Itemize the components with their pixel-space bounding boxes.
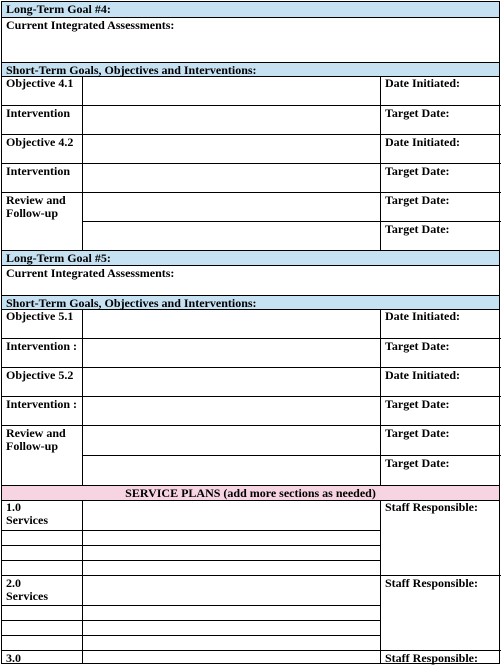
goal4-assessments-field[interactable] — [2, 18, 499, 63]
goal4-review-target-date-1[interactable]: Target Date: — [380, 192, 501, 221]
goal4-review-followup-label: Review and Follow-up — [2, 192, 82, 250]
goal4-title-text: Long-Term Goal #4: — [6, 2, 111, 16]
goal5-intervention-2-field[interactable] — [82, 396, 380, 425]
service-plan-form — [1, 1, 500, 664]
goal4-title — [2, 2, 499, 18]
goal5-date-initiated-5-2[interactable]: Date Initiated: — [380, 367, 501, 396]
goal5-review-target-date-1[interactable]: Target Date: — [380, 425, 501, 455]
goal4-intervention-1-label: Intervention — [2, 105, 82, 134]
goal4-stgoi-header — [2, 62, 499, 77]
service-section-2-line — [2, 635, 380, 636]
goal5-intervention-1-label: Intervention : — [2, 338, 82, 367]
service-plans-header — [2, 485, 499, 501]
goal4-intervention-1-field[interactable] — [82, 105, 380, 134]
goal5-review-field-1[interactable] — [82, 425, 380, 455]
goal4-objective-4-1-field[interactable] — [82, 76, 380, 105]
service-section-2-services-label: Services — [6, 589, 48, 603]
goal4-review-field-1[interactable] — [82, 192, 380, 221]
goal5-target-date-2[interactable]: Target Date: — [380, 396, 501, 425]
goal5-review-field-2[interactable] — [82, 455, 380, 485]
goal5-intervention-1-field[interactable] — [82, 338, 380, 367]
service-section-2-staff[interactable]: Staff Responsible: — [380, 575, 501, 650]
goal5-objective-5-2-label: Objective 5.2 — [2, 367, 82, 396]
goal5-objective-5-1-field[interactable] — [82, 309, 380, 338]
goal5-objective-5-1-label: Objective 5.1 — [6, 309, 74, 323]
service-section-2-number: 2.0 — [6, 576, 21, 590]
service-section-2-field[interactable] — [82, 575, 380, 650]
goal5-review-target-date-2[interactable]: Target Date: — [380, 455, 501, 485]
goal4-review-target-date-2[interactable]: Target Date: — [380, 221, 501, 250]
goal5-assessments-field[interactable] — [2, 266, 499, 296]
goal4-target-date-2[interactable]: Target Date: — [380, 163, 501, 192]
service-section-1-field[interactable] — [82, 500, 380, 575]
goal5-stgoi-label: Short-Term Goals, Objectives and Interventions: — [6, 296, 257, 310]
goal5-title-text: Long-Term Goal #5: — [6, 251, 111, 265]
goal4-assessments-label: Current Integrated Assessments: — [6, 18, 175, 32]
service-section-1-number: 1.0 — [6, 500, 21, 514]
service-section-3 — [2, 650, 82, 663]
goal5-objective-5-2-field[interactable] — [82, 367, 380, 396]
service-section-1-services-label: Services — [6, 513, 48, 527]
goal5-title — [2, 250, 499, 266]
goal4-intervention-2-field[interactable] — [82, 163, 380, 192]
service-section-2-line — [2, 605, 380, 606]
goal4-review-field-2[interactable] — [82, 221, 380, 250]
service-section-1-line — [2, 560, 380, 561]
service-section-1-line — [2, 530, 380, 531]
service-section-1 — [2, 500, 82, 575]
service-section-1-staff[interactable]: Staff Responsible: — [380, 500, 501, 575]
service-section-1-line — [2, 545, 380, 546]
service-section-2 — [2, 575, 82, 650]
goal4-target-date-1[interactable]: Target Date: — [380, 105, 501, 134]
goal4-objective-4-2-label: Objective 4.2 — [2, 134, 82, 163]
service-section-3-staff[interactable]: Staff Responsible: — [380, 650, 501, 663]
service-section-3-number: 3.0 — [6, 651, 21, 665]
goal4-stgoi-label: Short-Term Goals, Objectives and Interventions: — [6, 63, 257, 77]
goal4-objective-4-2-field[interactable] — [82, 134, 380, 163]
goal4-objective-4-1-label: Objective 4.1 — [6, 76, 74, 90]
service-plans-header-text: SERVICE PLANS (add more sections as needed) — [125, 486, 376, 500]
goal4-intervention-2-label: Intervention — [2, 163, 82, 192]
goal5-review-followup-label: Review and Follow-up — [2, 425, 82, 485]
goal5-stgoi-header — [2, 295, 499, 310]
service-section-2-line — [2, 620, 380, 621]
goal5-assessments-label: Current Integrated Assessments: — [6, 266, 175, 280]
goal5-date-initiated-5-1[interactable]: Date Initiated: — [380, 309, 501, 338]
goal5-target-date-1[interactable]: Target Date: — [380, 338, 501, 367]
goal5-intervention-2-label: Intervention : — [2, 396, 82, 425]
goal4-date-initiated-4-1[interactable]: Date Initiated: — [380, 76, 501, 105]
service-section-3-field[interactable] — [82, 650, 380, 663]
goal4-date-initiated-4-2[interactable]: Date Initiated: — [380, 134, 501, 163]
